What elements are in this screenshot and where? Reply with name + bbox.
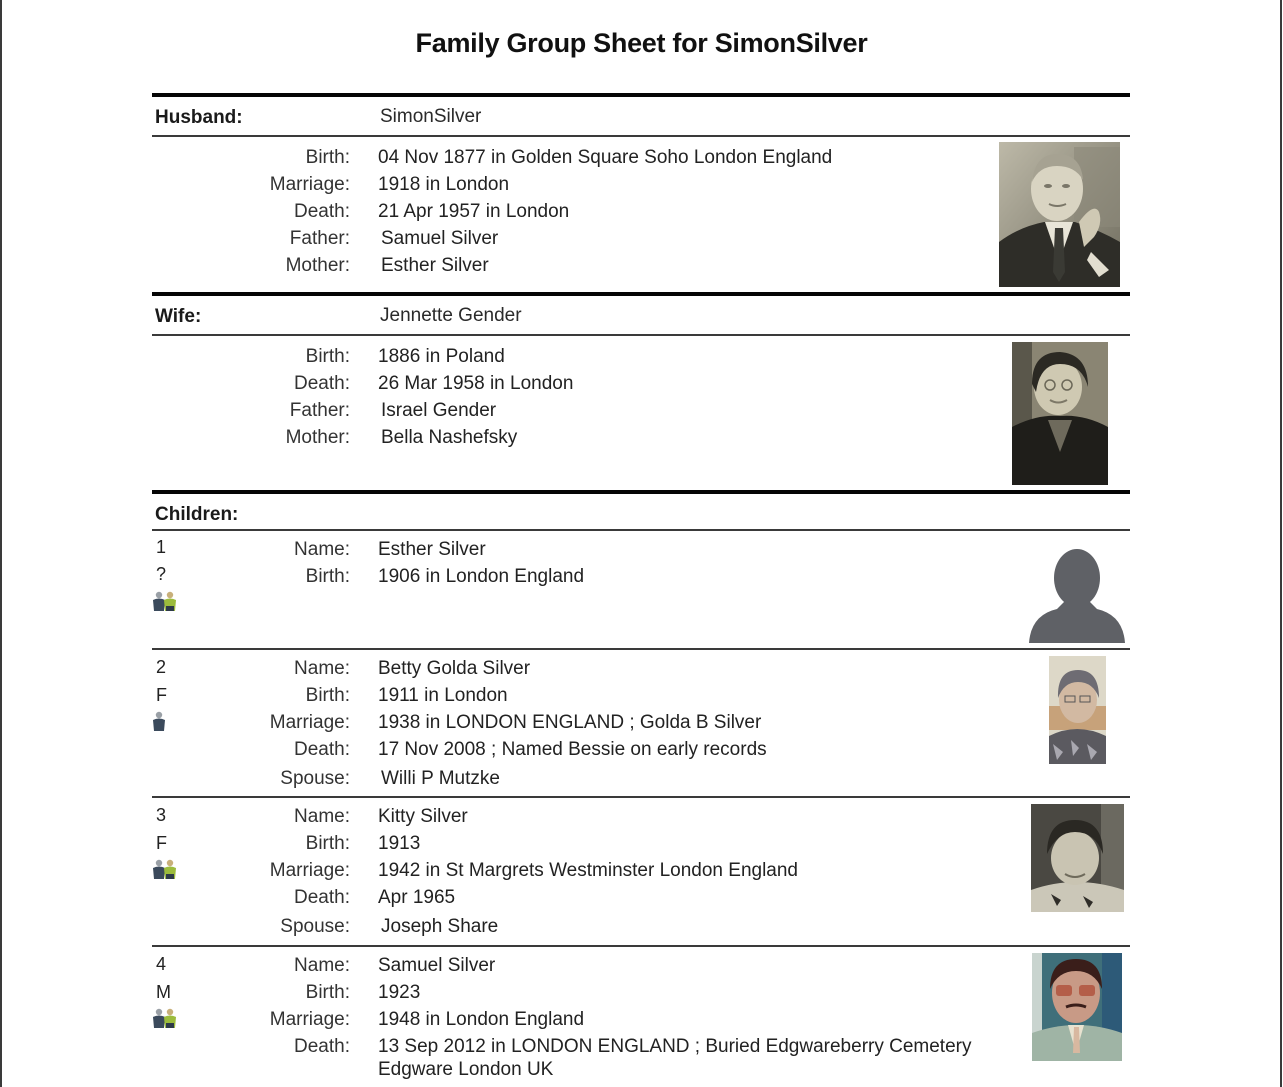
fact-row [152, 566, 1032, 593]
fact-label: Marriage: [269, 860, 350, 881]
child-sex: ? [156, 564, 167, 584]
child-sex: F [156, 685, 167, 705]
fact-label: Death: [294, 887, 350, 908]
children-label: Children: [155, 504, 239, 525]
fact-value: 1906 in London England [378, 566, 585, 587]
fact-value: 1911 in London [378, 685, 508, 706]
fact-value: Apr 1965 [378, 887, 456, 908]
fact-value: 1942 in St Margrets Westminster London England [378, 860, 798, 881]
fact-row [152, 916, 1032, 943]
fact-row [152, 1036, 1032, 1080]
wife-header [152, 296, 1130, 334]
husband-details [152, 137, 1130, 292]
mother-link[interactable]: Bella Nashefsky [381, 427, 518, 448]
fact-label: Birth: [305, 147, 350, 168]
couple-icon[interactable] [152, 591, 178, 611]
fact-label: Name: [294, 955, 350, 976]
child-portrait-photo [1032, 953, 1122, 1061]
fact-row [152, 860, 1032, 887]
husband-label: Husband: [155, 107, 243, 128]
fact-value: 1948 in London England [378, 1009, 585, 1030]
fact-label: Death: [294, 201, 350, 222]
fact-label: Name: [294, 658, 350, 679]
children-header [152, 494, 1130, 529]
fact-value: 26 Mar 1958 in London [378, 373, 574, 394]
fact-row [152, 400, 1032, 427]
fact-row [152, 712, 1032, 739]
child-name[interactable]: Esther Silver [378, 539, 486, 560]
silhouette-placeholder-icon [1027, 545, 1127, 643]
spouse-link[interactable]: Willi P Mutzke [381, 768, 500, 789]
fact-row [152, 768, 1032, 795]
fact-label: Name: [294, 539, 350, 560]
fact-label: Marriage: [269, 174, 350, 195]
fact-label: Father: [289, 400, 350, 421]
fact-value: 1886 in Poland [378, 346, 505, 367]
fact-row [152, 1009, 1032, 1036]
child-entry [152, 650, 1130, 796]
child-portrait-photo [1049, 656, 1106, 764]
fact-row [152, 201, 1032, 228]
child-number: 2 [156, 657, 167, 677]
child-sex: M [156, 982, 171, 1002]
child-entry [152, 947, 1130, 1087]
fact-label: Birth: [305, 685, 350, 706]
wife-details [152, 336, 1130, 490]
fact-label: Marriage: [269, 1009, 350, 1030]
fact-value: 13 Sep 2012 in LONDON ENGLAND ; Buried Edgwareberry Cemetery Edgware London UK [378, 1036, 972, 1080]
spouse-link[interactable]: Joseph Share [381, 916, 499, 937]
family-group-sheet [152, 93, 1130, 1087]
child-portrait-photo [1031, 804, 1124, 912]
wife-portrait-photo [1012, 342, 1108, 485]
child-number: 1 [156, 537, 167, 557]
fact-label: Birth: [305, 833, 350, 854]
fact-row [152, 685, 1032, 712]
fact-row [152, 255, 1032, 282]
wife-name[interactable]: Jennette Gender [380, 305, 522, 326]
fact-row [152, 658, 1032, 685]
fact-row [152, 955, 1032, 982]
fact-value: 21 Apr 1957 in London [378, 201, 570, 222]
fact-value: 1923 [378, 982, 421, 1003]
father-link[interactable]: Israel Gender [381, 400, 497, 421]
fact-label: Spouse: [280, 768, 350, 789]
fact-row [152, 887, 1032, 914]
fact-row [152, 174, 1032, 201]
fact-label: Death: [294, 373, 350, 394]
fact-value: 04 Nov 1877 in Golden Square Soho London England [378, 147, 833, 168]
fact-label: Name: [294, 806, 350, 827]
fact-row [152, 739, 1032, 766]
fact-value: 1913 [378, 833, 421, 854]
fact-label: Mother: [285, 427, 350, 448]
fact-row [152, 833, 1032, 860]
mother-link[interactable]: Esther Silver [381, 255, 489, 276]
fact-row [152, 427, 1032, 454]
fact-row [152, 806, 1032, 833]
fact-row [152, 147, 1032, 174]
wife-label: Wife: [155, 306, 202, 327]
fact-label: Marriage: [269, 712, 350, 733]
child-name[interactable]: Betty Golda Silver [378, 658, 531, 679]
father-link[interactable]: Samuel Silver [381, 228, 499, 249]
fact-value: 1938 in LONDON ENGLAND ; Golda B Silver [378, 712, 762, 733]
fact-row [152, 228, 1032, 255]
husband-name[interactable]: SimonSilver [380, 106, 482, 127]
child-sex: F [156, 833, 167, 853]
fact-label: Death: [294, 1036, 350, 1057]
fact-row [152, 346, 1032, 373]
fact-row [152, 982, 1032, 1009]
page-border-left [0, 0, 2, 1087]
fact-label: Birth: [305, 566, 350, 587]
fact-label: Father: [289, 228, 350, 249]
husband-header [152, 97, 1130, 135]
fact-row [152, 539, 1032, 566]
fact-value: 17 Nov 2008 ; Named Bessie on early records [378, 739, 767, 760]
fact-value: 1918 in London [378, 174, 510, 195]
fact-label: Spouse: [280, 916, 350, 937]
page-border-right [1280, 0, 1282, 1087]
fact-label: Death: [294, 739, 350, 760]
child-entry [152, 531, 1130, 648]
child-name[interactable]: Samuel Silver [378, 955, 496, 976]
fact-row [152, 373, 1032, 400]
fact-label: Birth: [305, 982, 350, 1003]
child-number: 3 [156, 805, 167, 825]
child-entry [152, 798, 1130, 945]
fact-label: Mother: [285, 255, 350, 276]
page-title: Family Group Sheet for SimonSilver [415, 28, 868, 58]
husband-portrait-photo [999, 142, 1120, 287]
fact-label: Birth: [305, 346, 350, 367]
child-number: 4 [156, 954, 167, 974]
child-name[interactable]: Kitty Silver [378, 806, 468, 827]
